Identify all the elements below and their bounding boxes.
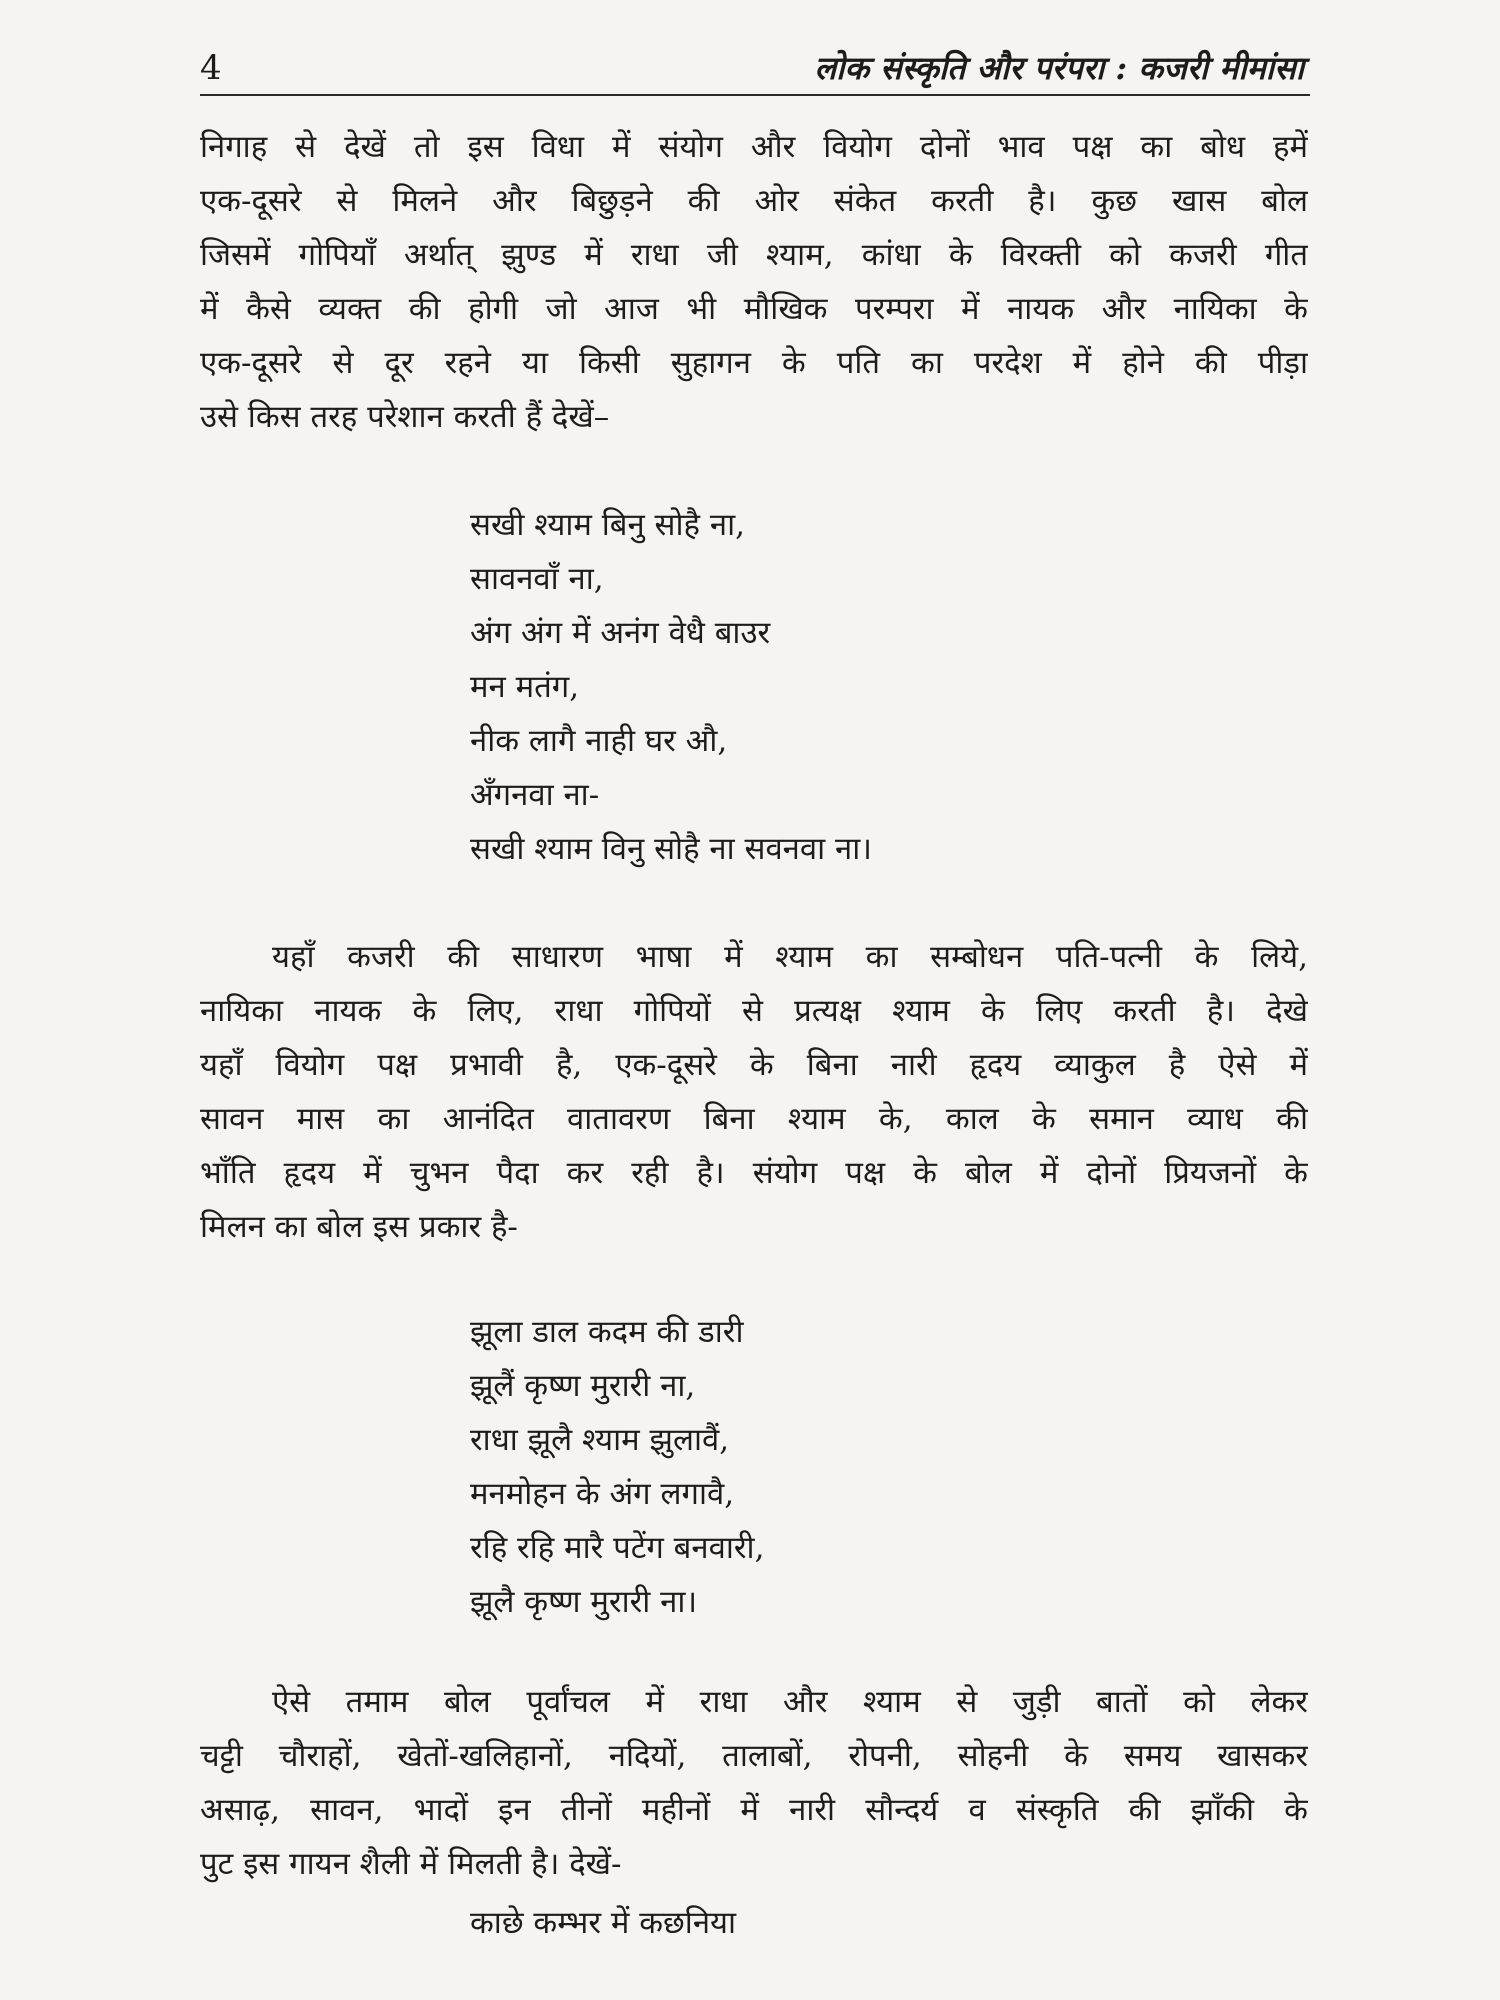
verse-3: [470, 1896, 1170, 1950]
paragraph-line: जिसमें गोपियाँ अर्थात् झुण्ड में राधा जी श्याम, कांधा के विरक्ती को कजरी गीत: [200, 237, 1308, 273]
paragraph-line: भाँति हृदय में चुभन पैदा कर रही है। संयोग पक्ष के बोल में दोनों प्रियजनों के: [200, 1155, 1308, 1191]
paragraph-1: [200, 120, 1308, 444]
paragraph-line: यहाँ कजरी की साधारण भाषा में श्याम का सम्बोधन पति-पत्नी के लिये,: [272, 939, 1308, 975]
paragraph-line: सावन मास का आनंदित वातावरण बिना श्याम के, काल के समान व्याध की: [200, 1101, 1308, 1137]
paragraph-line: चट्टी चौराहों, खेतों-खलिहानों, नदियों, तालाबों, रोपनी, सोहनी के समय खासकर: [200, 1738, 1308, 1774]
paragraph-line: यहाँ वियोग पक्ष प्रभावी है, एक-दूसरे के बिना नारी हृदय व्याकुल है ऐसे में: [200, 1047, 1308, 1083]
verse-line: नीक लागै नाही घर औ,: [470, 723, 728, 759]
verse-line: राधा झूलै श्याम झुलावैं,: [470, 1422, 730, 1458]
paragraph-line: निगाह से देखें तो इस विधा में संयोग और वियोग दोनों भाव पक्ष का बोध हमें: [200, 129, 1308, 165]
paragraph-line: उसे किस तरह परेशान करती हैं देखें–: [200, 399, 610, 435]
verse-line: अंग अंग में अनंग वेधै बाउर: [470, 615, 771, 651]
verse-2: [470, 1305, 1170, 1629]
verse-line: काछे कम्भर में कछनिया: [470, 1905, 737, 1941]
verse-1: [470, 498, 1170, 876]
verse-line: सावनवाँ ना,: [470, 561, 604, 597]
paragraph-line: पुट इस गायन शैली में मिलती है। देखें-: [200, 1846, 622, 1882]
verse-line: झूलैं कृष्ण मुरारी ना,: [470, 1368, 696, 1404]
paragraph-line: ऐसे तमाम बोल पूर्वांचल में राधा और श्याम से जुड़ी बातों को लेकर: [272, 1684, 1308, 1720]
page-number: 4: [200, 48, 222, 88]
paragraph-line: एक-दूसरे से मिलने और बिछुड़ने की ओर संकेत करती है। कुछ खास बोल: [200, 183, 1308, 219]
paragraph-line: असाढ़, सावन, भादों इन तीनों महीनों में नारी सौन्दर्य व संस्कृति की झाँकी के: [200, 1792, 1308, 1828]
paragraph-line: नायिका नायक के लिए, राधा गोपियों से प्रत्यक्ष श्याम के लिए करती है। देखे: [200, 993, 1308, 1029]
verse-line: अँगनवा ना-: [470, 777, 600, 813]
page-header: [200, 48, 1310, 96]
paragraph-line: मिलन का बोल इस प्रकार है-: [200, 1209, 518, 1245]
paragraph-line: एक-दूसरे से दूर रहने या किसी सुहागन के पति का परदेश में होने की पीड़ा: [200, 345, 1308, 381]
verse-line: झूलै कृष्ण मुरारी ना।: [470, 1584, 698, 1620]
verse-line: झूला डाल कदम की डारी: [470, 1314, 744, 1350]
verse-line: सखी श्याम बिनु सोहै ना,: [470, 507, 745, 543]
verse-line: मनमोहन के अंग लगावै,: [470, 1476, 735, 1512]
verse-line: रहि रहि मारै पटेंग बनवारी,: [470, 1530, 765, 1566]
running-title: लोक संस्कृति और परंपरा : कजरी मीमांसा: [814, 49, 1304, 87]
paragraph-3: [200, 1675, 1308, 1891]
paragraph-2: [200, 930, 1308, 1254]
verse-line: सखी श्याम विनु सोहै ना सवनवा ना।: [470, 831, 872, 867]
paragraph-line: में कैसे व्यक्त की होगी जो आज भी मौखिक परम्परा में नायक और नायिका के: [200, 291, 1308, 327]
verse-line: मन मतंग,: [470, 669, 580, 705]
